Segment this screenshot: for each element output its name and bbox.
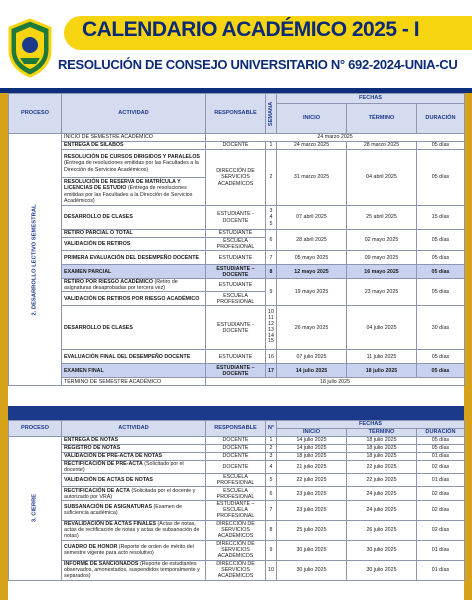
- duration-cell: 05 días: [417, 142, 465, 150]
- end-date-cell: 30 julio 2025: [347, 560, 417, 580]
- activity-cell: VALIDACIÓN DE PRE-ACTA DE NOTAS: [62, 453, 206, 461]
- duration-cell: 05 días: [417, 265, 465, 279]
- start-date-cell: 19 mayo 2025: [277, 279, 347, 306]
- duration-cell: 30 días: [417, 306, 465, 350]
- activity-cell: VALIDACIÓN DE RETIROS POR RIESGO ACADÉMICO: [62, 292, 206, 306]
- col-termino: TÉRMINO: [347, 429, 417, 437]
- start-date-cell: 14 julio 2025: [277, 437, 347, 445]
- table-row: [9, 540, 465, 560]
- week-cell: 1: [266, 142, 277, 150]
- week-cell: 3 4 5: [266, 206, 277, 230]
- week-cell: 8: [266, 265, 277, 279]
- responsible-cell: ESTUDIANTE: [206, 230, 266, 238]
- duration-cell: 05 días: [417, 445, 465, 453]
- duration-cell: 02 días: [417, 520, 465, 540]
- closing-table-body: [9, 437, 465, 581]
- col-proceso: PROCESO: [9, 421, 62, 437]
- activity-cell: INFORME DE SANCIONADOS (Reporte de estudiantes observados, amonestados, suspendidos temporalmente y separados): [62, 560, 206, 580]
- responsible-cell: ESTUDIANTE: [206, 279, 266, 292]
- end-date-cell: 30 julio 2025: [347, 540, 417, 560]
- duration-cell: 01 días: [417, 453, 465, 461]
- end-date-cell: 22 julio 2025: [347, 474, 417, 487]
- week-cell: 9: [266, 279, 277, 306]
- activity-cell: CUADRO DE HONOR (Reporte de orden de mérito del semestre vigente para acto resolutivo): [62, 540, 206, 560]
- page-title: CALENDARIO ACADÉMICO 2025 - I: [82, 18, 420, 41]
- number-cell: 5: [266, 474, 277, 487]
- proceso-cell: 3. CIERRE: [9, 437, 62, 581]
- activity-cell: EXAMEN FINAL: [62, 364, 206, 378]
- table-row: [9, 487, 465, 501]
- start-date-cell: 25 julio 2025: [277, 520, 347, 540]
- duration-cell: 05 días: [417, 350, 465, 364]
- end-date-cell: 24 julio 2025: [347, 501, 417, 520]
- end-date-cell: 18 julio 2025: [347, 364, 417, 378]
- number-cell: 1: [266, 437, 277, 445]
- responsible-cell: DIRECCIÓN DE SERVICIOS ACADÉMICOS: [206, 540, 266, 560]
- activity-cell: VALIDACIÓN DE RETIROS: [62, 238, 206, 251]
- duration-cell: 05 días: [417, 230, 465, 251]
- end-date-cell: 09 mayo 2025: [347, 251, 417, 265]
- start-date-cell: 14 julio 2025: [277, 364, 347, 378]
- week-cell: 7: [266, 251, 277, 265]
- closing-table: [8, 420, 465, 581]
- proceso-cell: 2. DESARROLLO LECTIVO SEMESTRAL: [9, 134, 62, 386]
- start-date-cell: 14 julio 2025: [277, 445, 347, 453]
- duration-cell: 05 días: [417, 437, 465, 445]
- duration-cell: 15 días: [417, 206, 465, 230]
- table-row: [9, 437, 465, 445]
- activity-cell: VALIDACIÓN DE ACTAS DE NOTAS: [62, 474, 206, 487]
- left-accent-strip: [0, 93, 8, 600]
- table-row: [9, 520, 465, 540]
- number-cell: 10: [266, 560, 277, 580]
- end-date-cell: 24 julio 2025: [347, 487, 417, 501]
- start-date-cell: 23 julio 2025: [277, 501, 347, 520]
- end-date-cell: 18 julio 2025: [347, 453, 417, 461]
- responsible-cell: ESTUDIANTE: [206, 350, 266, 364]
- responsible-cell: DOCENTE: [206, 142, 266, 150]
- activity-cell: RECTIFICACIÓN DE ACTA (Solicitada por el docente y autorizado por VRA): [62, 487, 206, 501]
- responsible-cell: ESTUDIANTE - DOCENTE: [206, 306, 266, 350]
- responsible-cell: DIRECCIÓN DE SERVICIOS ACADÉMICOS: [206, 560, 266, 580]
- duration-cell: 05 días: [417, 251, 465, 265]
- page-header: [0, 0, 472, 88]
- activity-cell: REGISTRO DE NOTAS: [62, 445, 206, 453]
- number-cell: 6: [266, 487, 277, 501]
- start-date-cell: 30 julio 2025: [277, 540, 347, 560]
- responsible-cell: ESCUELA PROFESIONAL: [206, 292, 266, 306]
- col-inicio: INICIO: [277, 429, 347, 437]
- col-actividad: ACTIVIDAD: [62, 94, 206, 134]
- responsible-cell: DOCENTE: [206, 437, 266, 445]
- end-date-cell: 18 julio 2025: [347, 437, 417, 445]
- start-date-cell: 05 mayo 2025: [277, 251, 347, 265]
- duration-cell: 05 días: [417, 150, 465, 206]
- number-cell: 2: [266, 445, 277, 453]
- end-date-cell: 23 mayo 2025: [347, 279, 417, 306]
- table-row: [9, 474, 465, 487]
- activity-cell: ENTREGA DE SILABOS: [62, 142, 206, 150]
- week-cell: 2: [266, 150, 277, 206]
- end-date-cell: 22 julio 2025: [347, 461, 417, 474]
- activity-cell: EXAMEN PARCIAL: [62, 265, 206, 279]
- week-cell: 10 11 12 13 14 15: [266, 306, 277, 350]
- number-cell: 8: [266, 520, 277, 540]
- duration-cell: 01 días: [417, 474, 465, 487]
- activity-cell: DESARROLLO DE CLASES: [62, 206, 206, 230]
- end-date-cell: 04 julio 2025: [347, 306, 417, 350]
- end-date-cell: 04 abril 2025: [347, 150, 417, 206]
- end-date-cell: 02 mayo 2025: [347, 230, 417, 251]
- page-subtitle: RESOLUCIÓN DE CONSEJO UNIVERSITARIO N° 692-2024-UNIA-CU: [58, 57, 458, 72]
- activity-cell: TÉRMINO DE SEMESTRE ACADÉMICO: [62, 378, 206, 386]
- col-semana: SEMANA: [266, 94, 277, 134]
- start-date-cell: 18 julio 2025: [277, 453, 347, 461]
- number-cell: 7: [266, 501, 277, 520]
- number-cell: 9: [266, 540, 277, 560]
- start-date-cell: 28 abril 2025: [277, 230, 347, 251]
- university-shield-logo-icon: [6, 18, 54, 78]
- number-cell: 3: [266, 453, 277, 461]
- responsible-cell: DOCENTE: [206, 461, 266, 474]
- col-proceso: PROCESO: [9, 94, 62, 134]
- responsible-cell: DIRECCIÓN DE SERVICIOS ACADÉMICOS: [206, 150, 266, 206]
- responsible-cell: ESTUDIANTE: [206, 251, 266, 265]
- date-cell: 18 julio 2025: [206, 378, 465, 386]
- responsible-cell: ESTUDIANTE – ESCUELA PROFESIONAL: [206, 501, 266, 520]
- start-date-cell: 26 mayo 2025: [277, 306, 347, 350]
- duration-cell: 01 días: [417, 540, 465, 560]
- col-termino: TÉRMINO: [347, 104, 417, 134]
- col-inicio: INICIO: [277, 104, 347, 134]
- activity-cell: RETIRO POR RIESGO ACADÉMICO (Retiro de asignaturas desaprobadas por tercera vez): [62, 279, 206, 292]
- col-fechas: FECHAS: [277, 94, 465, 104]
- activity-cell: RESOLUCIÓN DE CURSOS DIRIGIDOS Y PARALELOS (Entrega de resoluciones emitidas por las Facultades a la Dirección de Servicios Académicos): [62, 150, 206, 178]
- end-date-cell: 18 julio 2025: [347, 445, 417, 453]
- col-duracion: DURACIÓN: [417, 429, 465, 437]
- responsible-cell: ESTUDIANTE – DOCENTE: [206, 265, 266, 279]
- responsible-cell: DOCENTE: [206, 445, 266, 453]
- table-row: [9, 445, 465, 453]
- activity-cell: EVALUACIÓN FINAL DEL DESEMPEÑO DOCENTE: [62, 350, 206, 364]
- responsible-cell: ESCUELA PROFESIONAL: [206, 474, 266, 487]
- start-date-cell: 31 marzo 2025: [277, 150, 347, 206]
- closing-schedule-sheet: [8, 420, 464, 600]
- responsible-cell: ESCUELA PROFESIONAL: [206, 487, 266, 501]
- end-date-cell: 25 abril 2025: [347, 206, 417, 230]
- week-cell: 6: [266, 230, 277, 251]
- start-date-cell: 21 julio 2025: [277, 461, 347, 474]
- responsible-cell: DIRECCIÓN DE SERVICIOS ACADÉMICOS: [206, 520, 266, 540]
- start-date-cell: 22 julio 2025: [277, 474, 347, 487]
- academic-development-table: [8, 93, 465, 386]
- duration-cell: 02 días: [417, 487, 465, 501]
- col-numero: N°: [266, 421, 277, 437]
- activity-cell: INICIO DE SEMESTRE ACADÉMICO: [62, 134, 206, 142]
- duration-cell: 05 días: [417, 364, 465, 378]
- col-responsable: RESPONSABLE: [206, 94, 266, 134]
- activity-cell: SUBSANACIÓN DE ASIGNATURAS (Examen de suficiencia académica): [62, 501, 206, 520]
- week-cell: 17: [266, 364, 277, 378]
- duration-cell: 01 días: [417, 560, 465, 580]
- responsible-cell: ESTUDIANTE – DOCENTE: [206, 364, 266, 378]
- duration-cell: 02 días: [417, 461, 465, 474]
- start-date-cell: 12 mayo 2025: [277, 265, 347, 279]
- end-date-cell: 11 julio 2025: [347, 350, 417, 364]
- week-cell: 16: [266, 350, 277, 364]
- activity-cell: RESOLUCIÓN DE RESERVA DE MATRÍCULA Y LICENCIAS DE ESTUDIO (Entrega de resoluciones emitidas por las Facultades a la Dirección de Servicios Académicos): [62, 178, 206, 206]
- academic-schedule-sheet: [8, 93, 464, 406]
- table-row: [9, 461, 465, 474]
- col-actividad: ACTIVIDAD: [62, 421, 206, 437]
- col-duracion: DURACIÓN: [417, 104, 465, 134]
- right-accent-strip: [464, 93, 472, 600]
- activity-cell: RECTIFICACIÓN DE PRE-ACTA (Solicitado por el docente): [62, 461, 206, 474]
- start-date-cell: 07 abril 2025: [277, 206, 347, 230]
- duration-cell: 02 días: [417, 501, 465, 520]
- duration-cell: 05 días: [417, 279, 465, 306]
- activity-cell: ENTREGA DE NOTAS: [62, 437, 206, 445]
- end-date-cell: 28 marzo 2025: [347, 142, 417, 150]
- responsible-cell: DOCENTE: [206, 453, 266, 461]
- table-row: [9, 560, 465, 580]
- responsible-cell: ESTUDIANTE - DOCENTE: [206, 206, 266, 230]
- responsible-cell: ESCUELA PROFESIONAL: [206, 238, 266, 251]
- start-date-cell: 30 julio 2025: [277, 560, 347, 580]
- activity-cell: PRIMERA EVALUACIÓN DEL DESEMPEÑO DOCENTE: [62, 251, 206, 265]
- section-gap: [8, 406, 464, 420]
- date-cell: 24 marzo 2025: [206, 134, 465, 142]
- end-date-cell: 16 mayo 2025: [347, 265, 417, 279]
- table-row: [9, 453, 465, 461]
- end-date-cell: 26 julio 2025: [347, 520, 417, 540]
- activity-cell: RETIRO PARCIAL O TOTAL: [62, 230, 206, 238]
- col-fechas: FECHAS: [277, 421, 465, 429]
- number-cell: 4: [266, 461, 277, 474]
- col-responsable: RESPONSABLE: [206, 421, 266, 437]
- activity-cell: REVALIDACIÓN DE ACTAS FINALES (Actas de notas, actas de rectificación de notas y actas de subsanación de notas): [62, 520, 206, 540]
- start-date-cell: 24 marzo 2025: [277, 142, 347, 150]
- start-date-cell: 23 julio 2025: [277, 487, 347, 501]
- activity-cell: DESARROLLO DE CLASES: [62, 306, 206, 350]
- table-row: [9, 501, 465, 520]
- start-date-cell: 07 julio 2025: [277, 350, 347, 364]
